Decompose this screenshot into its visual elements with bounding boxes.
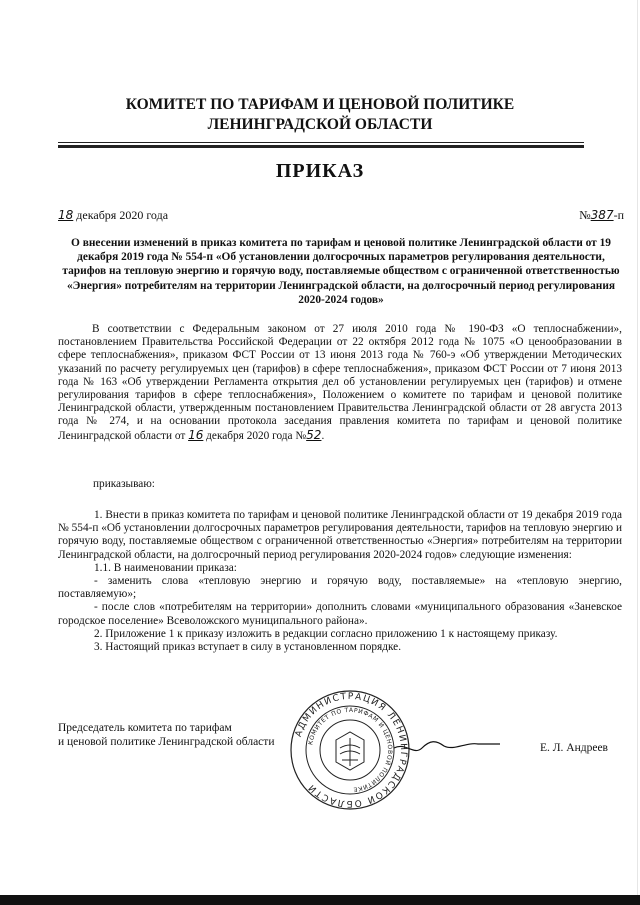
order-item-3: 3. Настоящий приказ вступает в силу в установленном порядке. xyxy=(94,641,402,654)
order-item-1-1: 1.1. В наименовании приказа: xyxy=(94,561,237,574)
document-title: ПРИКАЗ xyxy=(275,160,365,182)
stamp-outer-text: АДМИНИСТРАЦИЯ ЛЕНИНГРАДСКОЙ ОБЛАСТИ xyxy=(293,691,409,809)
signatory-name: Е. Л. Андреев xyxy=(539,742,608,754)
preamble-paragraph xyxy=(58,323,622,443)
signatory-title-line-2: и ценовой политике Ленинградской области xyxy=(58,736,275,748)
scan-bottom-border xyxy=(0,895,640,905)
stamp-emblem-icon xyxy=(336,732,364,770)
order-directive: приказываю: xyxy=(93,478,155,490)
date-day-handwritten: 18 xyxy=(58,208,74,222)
header-rule-thin xyxy=(58,142,584,143)
order-item-2: 2. Приложение 1 к приказу изложить в редакции согласно приложению 1 к настоящему приказу. xyxy=(94,627,558,640)
stamp-inner-text: КОМИТЕТ ПО ТАРИФАМ И ЦЕНОВОЙ ПОЛИТИКЕ xyxy=(307,706,394,793)
preamble-text-middle: декабря 2020 года № xyxy=(203,429,307,442)
org-line-2: ЛЕНИНГРАДСКОЙ ОБЛАСТИ xyxy=(207,116,433,133)
org-line-1: КОМИТЕТ ПО ТАРИФАМ И ЦЕНОВОЙ ПОЛИТИКЕ xyxy=(125,96,515,113)
order-number xyxy=(579,208,624,223)
preamble-text-end: . xyxy=(321,429,325,442)
order-subject: О внесении изменений в приказ комитета по тарифам и ценовой политике Ленинградской области от 19 декабря 2019 года № 554-п «Об установлении долгосрочных параметров регулирования деятельности, тарифов на тепловую энергию и горячую воду, поставляемые обществом с ограниченной ответственностью «Энергия» потребителям на территории Ленинградской области, на долгосрочный период регулирования 2020-2024 годов» xyxy=(62,237,620,306)
order-item-1: 1. Внести в приказ комитета по тарифам и ценовой политике Ленинградской области от 19 декабря 2019 года № 554-п «Об установлении долгосрочных параметров регулирования деятельности, тарифов на тепловую энергию и горячую воду, поставляемые обществом с ограниченной ответственностью «Энергия» потребителям на территории Ленинградской области, на долгосрочный период регулирования 2020-2024 годов» следующие изменения: xyxy=(58,509,622,561)
handwritten-signature xyxy=(392,718,502,768)
date-rest: декабря 2020 года xyxy=(73,208,169,222)
preamble-day-handwritten: 16 xyxy=(188,427,204,442)
order-item-1-1-b: - после слов «потребителям на территории» дополнить словами «муниципального образования «Заневское городское поселение» Всеволожского муниципального района». xyxy=(58,601,622,627)
signatory-title xyxy=(58,721,274,749)
organization-header xyxy=(0,95,640,135)
protocol-number-handwritten: 52 xyxy=(306,427,322,442)
preamble-text-before: В соответствии с Федеральным законом от 27 июля 2010 года № 190-ФЗ «О теплоснабжении», постановлением Правительства Российской Федерации от 22 октября 2012 года № 1075 «О ценообразовании в сфере теплоснабжения», приказом ФСТ России от 13 июня 2013 года № 760-э «Об утверждении Методических указаний по расчету регулируемых цен (тарифов) в сфере теплоснабжения», приказом ФСТ России от 7 июня 2013 года № 163 «Об утверждении Регламента открытия дел об установлении регулируемых цен (тарифов) и отмене регулирования тарифов в сфере теплоснабжения», Положением о комитете по тарифам и ценовой политике Ленинградской области, утвержденным постановлением Правительства Ленинградской области от 28 августа 2013 года № 274, и на основании протокола заседания правления комитета по тарифам и ценовой политике Ленинградской области от xyxy=(58,323,622,442)
number-handwritten: 387 xyxy=(590,208,614,222)
order-items xyxy=(58,509,622,654)
scan-edge-line xyxy=(637,0,638,905)
order-item-1-1-a: - заменить слова «тепловую энергию и горячую воду, поставляемые» на «тепловую энергию, поставляемую»; xyxy=(58,575,622,601)
number-suffix: -п xyxy=(613,208,624,222)
number-prefix: № xyxy=(579,208,591,222)
header-rule-thick xyxy=(58,145,584,148)
signatory-title-line-1: Председатель комитета по тарифам xyxy=(58,722,232,734)
order-date xyxy=(58,208,168,223)
